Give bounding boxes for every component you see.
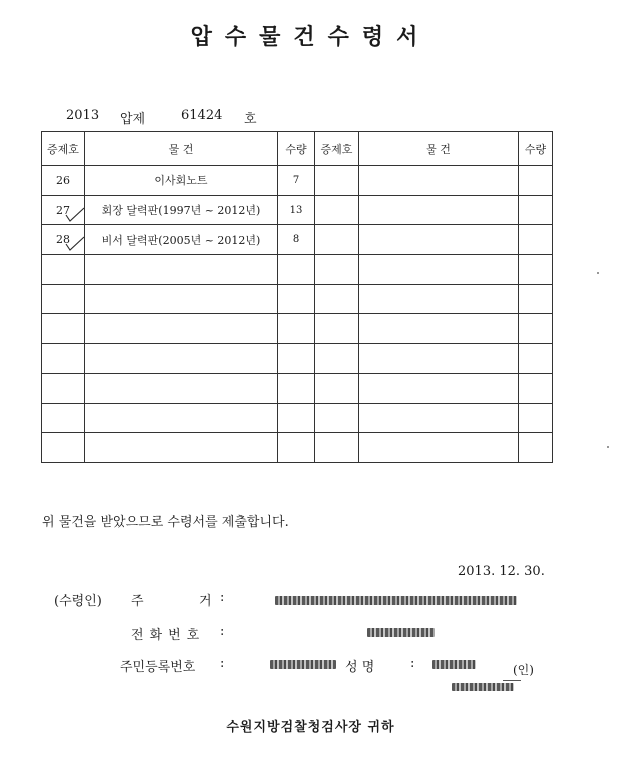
empty-cell bbox=[519, 433, 553, 463]
empty-cell bbox=[85, 255, 278, 285]
case-suffix: 호 bbox=[244, 112, 257, 127]
name-colon: : bbox=[410, 656, 415, 671]
address-label-2: 거 bbox=[199, 594, 212, 609]
empty-cell bbox=[42, 314, 85, 344]
document-title: 압수물건수령서 bbox=[190, 24, 431, 50]
case-number: 61424 bbox=[181, 108, 223, 123]
table-row bbox=[42, 225, 553, 255]
address-label-1: 주 bbox=[131, 594, 144, 609]
empty-cell bbox=[359, 284, 519, 314]
item-cell-2 bbox=[359, 166, 519, 196]
empty-cell bbox=[42, 403, 85, 433]
resident-id-colon: : bbox=[220, 656, 225, 671]
header-item-2: 물 건 bbox=[359, 132, 519, 166]
item-cell: 회장 달력판(1997년 ~ 2012년) bbox=[85, 195, 278, 225]
table-row-empty bbox=[42, 255, 553, 285]
empty-cell bbox=[519, 403, 553, 433]
evidence-no-cell: 27 bbox=[42, 195, 85, 225]
empty-cell bbox=[359, 433, 519, 463]
empty-cell bbox=[85, 373, 278, 403]
table-row-empty bbox=[42, 433, 553, 463]
empty-cell bbox=[278, 373, 315, 403]
empty-cell bbox=[359, 403, 519, 433]
statement-text: 위 물건을 받았으므로 수령서를 제출합니다. bbox=[42, 515, 289, 530]
empty-cell bbox=[315, 255, 359, 285]
qty-cell-2 bbox=[519, 195, 553, 225]
table-row-empty bbox=[42, 344, 553, 374]
addressee-footer: 수원지방검찰청검사장 귀하 bbox=[226, 720, 395, 735]
empty-cell bbox=[42, 284, 85, 314]
empty-cell bbox=[42, 344, 85, 374]
empty-cell bbox=[359, 344, 519, 374]
case-type: 압제 bbox=[120, 112, 146, 127]
phone-label: 전화번호 bbox=[131, 628, 206, 643]
address-redacted bbox=[275, 596, 517, 605]
empty-cell bbox=[315, 373, 359, 403]
empty-cell bbox=[278, 344, 315, 374]
empty-cell bbox=[359, 373, 519, 403]
header-evidence-no: 증제호 bbox=[42, 132, 85, 166]
empty-cell bbox=[519, 314, 553, 344]
signature-underline bbox=[503, 680, 521, 681]
resident-id-label: 주민등록번호 bbox=[120, 660, 196, 675]
case-year: 2013 bbox=[66, 108, 100, 123]
signature-redacted bbox=[452, 683, 514, 691]
empty-cell bbox=[315, 314, 359, 344]
table-row-empty bbox=[42, 373, 553, 403]
header-item: 물 건 bbox=[85, 132, 278, 166]
empty-cell bbox=[278, 255, 315, 285]
evidence-no-cell-2 bbox=[315, 166, 359, 196]
seized-items-table bbox=[41, 131, 553, 463]
qty-cell-2 bbox=[519, 166, 553, 196]
qty-cell-2 bbox=[519, 225, 553, 255]
empty-cell bbox=[42, 433, 85, 463]
resident-id-redacted bbox=[270, 660, 336, 669]
empty-cell bbox=[359, 255, 519, 285]
qty-cell: 7 bbox=[278, 166, 315, 196]
issue-date: 2013. 12. 30. bbox=[458, 564, 545, 579]
item-cell-2 bbox=[359, 225, 519, 255]
table-row-empty bbox=[42, 284, 553, 314]
name-label: 성 명 bbox=[345, 660, 375, 675]
empty-cell bbox=[315, 344, 359, 374]
header-qty: 수량 bbox=[278, 132, 315, 166]
evidence-no-cell-2 bbox=[315, 225, 359, 255]
evidence-no-cell-2 bbox=[315, 195, 359, 225]
item-cell: 비서 달력판(2005년 ~ 2012년) bbox=[85, 225, 278, 255]
empty-cell bbox=[42, 373, 85, 403]
empty-cell bbox=[278, 284, 315, 314]
empty-cell bbox=[315, 403, 359, 433]
empty-cell bbox=[85, 284, 278, 314]
evidence-no-cell: 28 bbox=[42, 225, 85, 255]
empty-cell bbox=[85, 403, 278, 433]
empty-cell bbox=[519, 284, 553, 314]
name-redacted bbox=[432, 660, 476, 669]
table-row-empty bbox=[42, 314, 553, 344]
evidence-no-cell: 26 bbox=[42, 166, 85, 196]
qty-cell: 13 bbox=[278, 195, 315, 225]
phone-colon: : bbox=[220, 624, 225, 639]
header-evidence-no-2: 증제호 bbox=[315, 132, 359, 166]
empty-cell bbox=[85, 433, 278, 463]
empty-cell bbox=[278, 314, 315, 344]
empty-cell bbox=[42, 255, 85, 285]
empty-cell bbox=[278, 433, 315, 463]
phone-redacted bbox=[367, 628, 435, 637]
scan-speck bbox=[607, 446, 609, 448]
empty-cell bbox=[359, 314, 519, 344]
empty-cell bbox=[519, 344, 553, 374]
empty-cell bbox=[519, 255, 553, 285]
empty-cell bbox=[85, 314, 278, 344]
address-colon: : bbox=[220, 590, 225, 605]
empty-cell bbox=[85, 344, 278, 374]
item-cell: 이사회노트 bbox=[85, 166, 278, 196]
qty-cell: 8 bbox=[278, 225, 315, 255]
empty-cell bbox=[278, 403, 315, 433]
table-row bbox=[42, 195, 553, 225]
table-row bbox=[42, 166, 553, 196]
header-qty-2: 수량 bbox=[519, 132, 553, 166]
table-header-row bbox=[42, 132, 553, 166]
seal-mark: (인) bbox=[513, 663, 534, 677]
empty-cell bbox=[315, 433, 359, 463]
scan-speck bbox=[597, 272, 599, 274]
table-row-empty bbox=[42, 403, 553, 433]
empty-cell bbox=[519, 373, 553, 403]
empty-cell bbox=[315, 284, 359, 314]
recipient-label: (수령인) bbox=[54, 594, 102, 609]
item-cell-2 bbox=[359, 195, 519, 225]
